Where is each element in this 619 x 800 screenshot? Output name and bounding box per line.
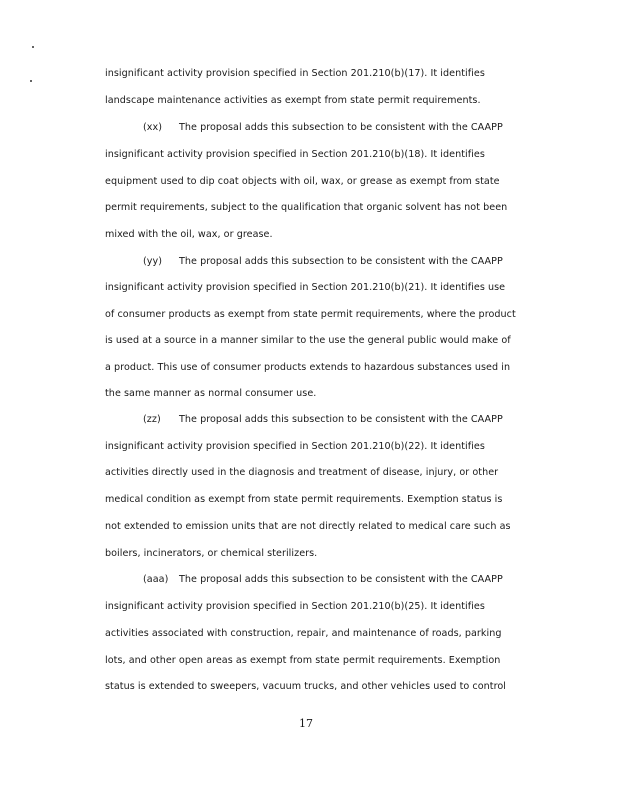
body-line: activities associated with construction, repair, and maintenance of roads, parking bbox=[105, 628, 502, 639]
subsection-marker: (aaa) bbox=[143, 574, 169, 585]
body-line: activities directly used in the diagnosis and treatment of disease, injury, or other bbox=[105, 467, 499, 478]
body-line: is used at a source in a manner similar to the use the general public would make of bbox=[105, 335, 511, 346]
body-line: equipment used to dip coat objects with oil, wax, or grease as exempt from state bbox=[105, 176, 500, 187]
body-line: landscape maintenance activities as exempt from state permit requirements. bbox=[105, 95, 481, 106]
subsection-text: The proposal adds this subsection to be consistent with the CAAPP bbox=[179, 122, 503, 133]
body-line: of consumer products as exempt from state permit requirements, where the product bbox=[105, 309, 516, 320]
subsection-text: The proposal adds this subsection to be consistent with the CAAPP bbox=[179, 414, 503, 425]
subsection-yy-first-line bbox=[143, 256, 503, 268]
body-line: mixed with the oil, wax, or grease. bbox=[105, 229, 273, 240]
body-line: boilers, incinerators, or chemical sterilizers. bbox=[105, 548, 318, 559]
subsection-marker: (xx) bbox=[143, 122, 163, 133]
body-line: insignificant activity provision specified in Section 201.210(b)(25). It identifies bbox=[105, 601, 485, 612]
body-line: permit requirements, subject to the qualification that organic solvent has not been bbox=[105, 202, 508, 213]
body-line: status is extended to sweepers, vacuum trucks, and other vehicles used to control bbox=[105, 681, 507, 692]
subsection-text: The proposal adds this subsection to be consistent with the CAAPP bbox=[179, 574, 503, 585]
body-line: lots, and other open areas as exempt from state permit requirements. Exemption bbox=[105, 655, 501, 666]
subsection-aaa-first-line bbox=[143, 574, 503, 586]
subsection-xx-first-line bbox=[143, 122, 503, 134]
body-line: the same manner as normal consumer use. bbox=[105, 388, 317, 399]
scan-speck bbox=[30, 80, 32, 82]
subsection-zz-first-line bbox=[143, 414, 503, 426]
body-line: insignificant activity provision specified in Section 201.210(b)(18). It identifies bbox=[105, 149, 485, 160]
body-line: a product. This use of consumer products extends to hazardous substances used in bbox=[105, 362, 511, 373]
body-line: insignificant activity provision specified in Section 201.210(b)(22). It identifies bbox=[105, 441, 485, 452]
body-line: insignificant activity provision specified in Section 201.210(b)(17). It identifies bbox=[105, 68, 485, 79]
body-line: medical condition as exempt from state permit requirements. Exemption status is bbox=[105, 494, 503, 505]
body-line: not extended to emission units that are not directly related to medical care such as bbox=[105, 521, 511, 532]
scan-speck bbox=[32, 46, 34, 48]
page-number: 17 bbox=[299, 717, 313, 730]
subsection-marker: (yy) bbox=[143, 256, 163, 267]
subsection-marker: (zz) bbox=[143, 414, 161, 425]
body-line: insignificant activity provision specified in Section 201.210(b)(21). It identifies use bbox=[105, 282, 506, 293]
subsection-text: The proposal adds this subsection to be consistent with the CAAPP bbox=[179, 256, 503, 267]
